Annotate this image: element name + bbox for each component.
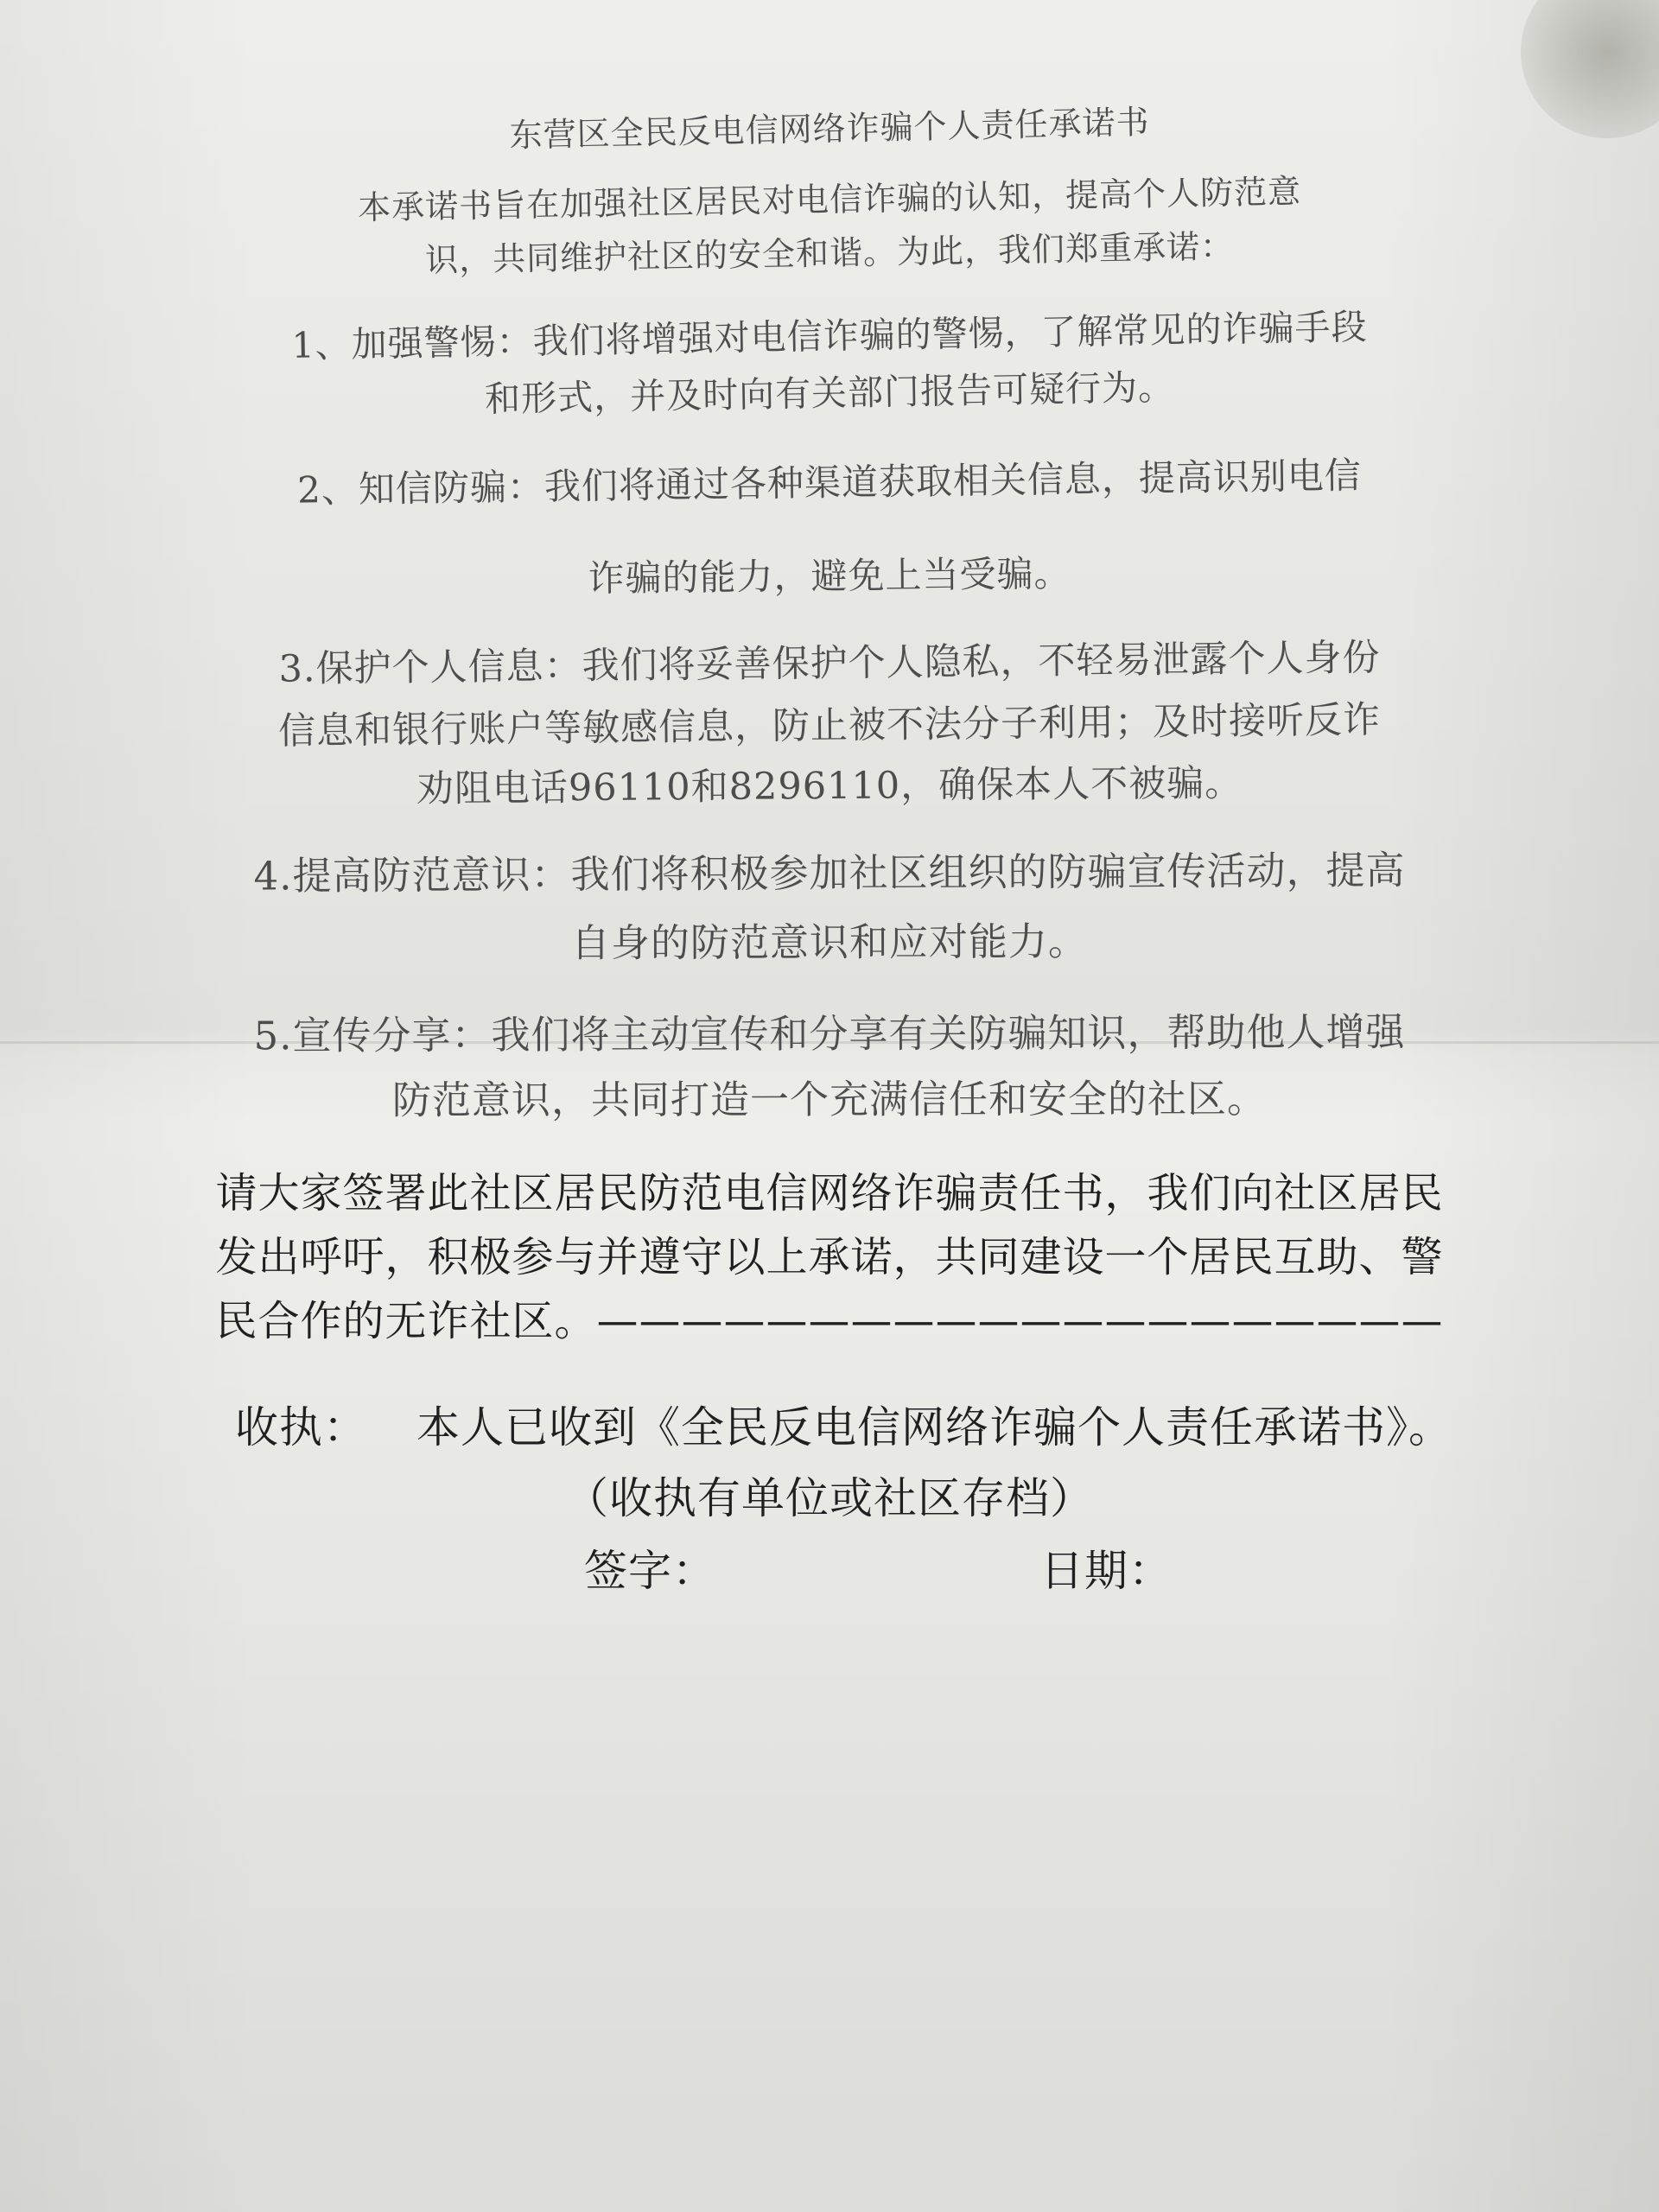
intro-line-1: 本承诺书旨在加强社区居民对电信诈骗的认知，提高个人防范意 xyxy=(357,172,1302,227)
receipt-note: （收执有单位或社区存档） xyxy=(565,1473,1094,1523)
closing-line-3: 民合作的无诈社区。———————————————————— xyxy=(215,1297,1444,1345)
item-2-line-2: 诈骗的能力，避免上当受骗。 xyxy=(588,552,1071,600)
item-5-line-1: 5.宣传分享：我们将主动宣传和分享有关防骗知识，帮助他人增强 xyxy=(253,1008,1406,1059)
item-4-line-1: 4.提高防范意识：我们将积极参加社区组织的防骗宣传活动，提高 xyxy=(253,847,1406,899)
item-2-line-1: 2、知信防骗：我们将通过各种渠道获取相关信息，提高识别电信 xyxy=(296,454,1363,512)
item-3-line-2: 信息和银行账户等敏感信息，防止被不法分子利用；及时接听反诈 xyxy=(277,698,1382,753)
signature-label: 签字： xyxy=(584,1546,716,1596)
closing-line-1: 请大家签署此社区居民防范电信网络诈骗责任书，我们向社区居民 xyxy=(215,1169,1444,1217)
receipt-label: 收执： xyxy=(235,1402,367,1452)
item-3-line-1: 3.保护个人信息：我们将妥善保护个人隐私，不轻易泄露个人身份 xyxy=(278,636,1381,691)
document-title: 东营区全民反电信网络诈骗个人责任承诺书 xyxy=(509,103,1150,155)
intro-line-2: 识，共同维护社区的安全和谐。为此，我们郑重承诺： xyxy=(424,226,1235,280)
item-4-line-2: 自身的防范意识和应对能力。 xyxy=(570,918,1089,967)
item-1-line-1: 1、加强警惕：我们将增强对电信诈骗的警惕，了解常见的诈骗手段 xyxy=(291,306,1368,366)
item-3-line-3: 劝阻电话96110和8296110，确保本人不被骗。 xyxy=(416,761,1243,811)
date-label: 日期： xyxy=(1040,1546,1173,1596)
closing-line-2: 发出呼吁，积极参与并遵守以上承诺，共同建设一个居民互助、警 xyxy=(215,1233,1444,1281)
item-1-line-2: 和形式，并及时向有关部门报告可疑行为。 xyxy=(484,366,1175,420)
receipt-text: 本人已收到《全民反电信网络诈骗个人责任承诺书》。 xyxy=(416,1402,1452,1452)
item-5-line-2: 防范意识，共同打造一个充满信任和安全的社区。 xyxy=(391,1076,1268,1123)
